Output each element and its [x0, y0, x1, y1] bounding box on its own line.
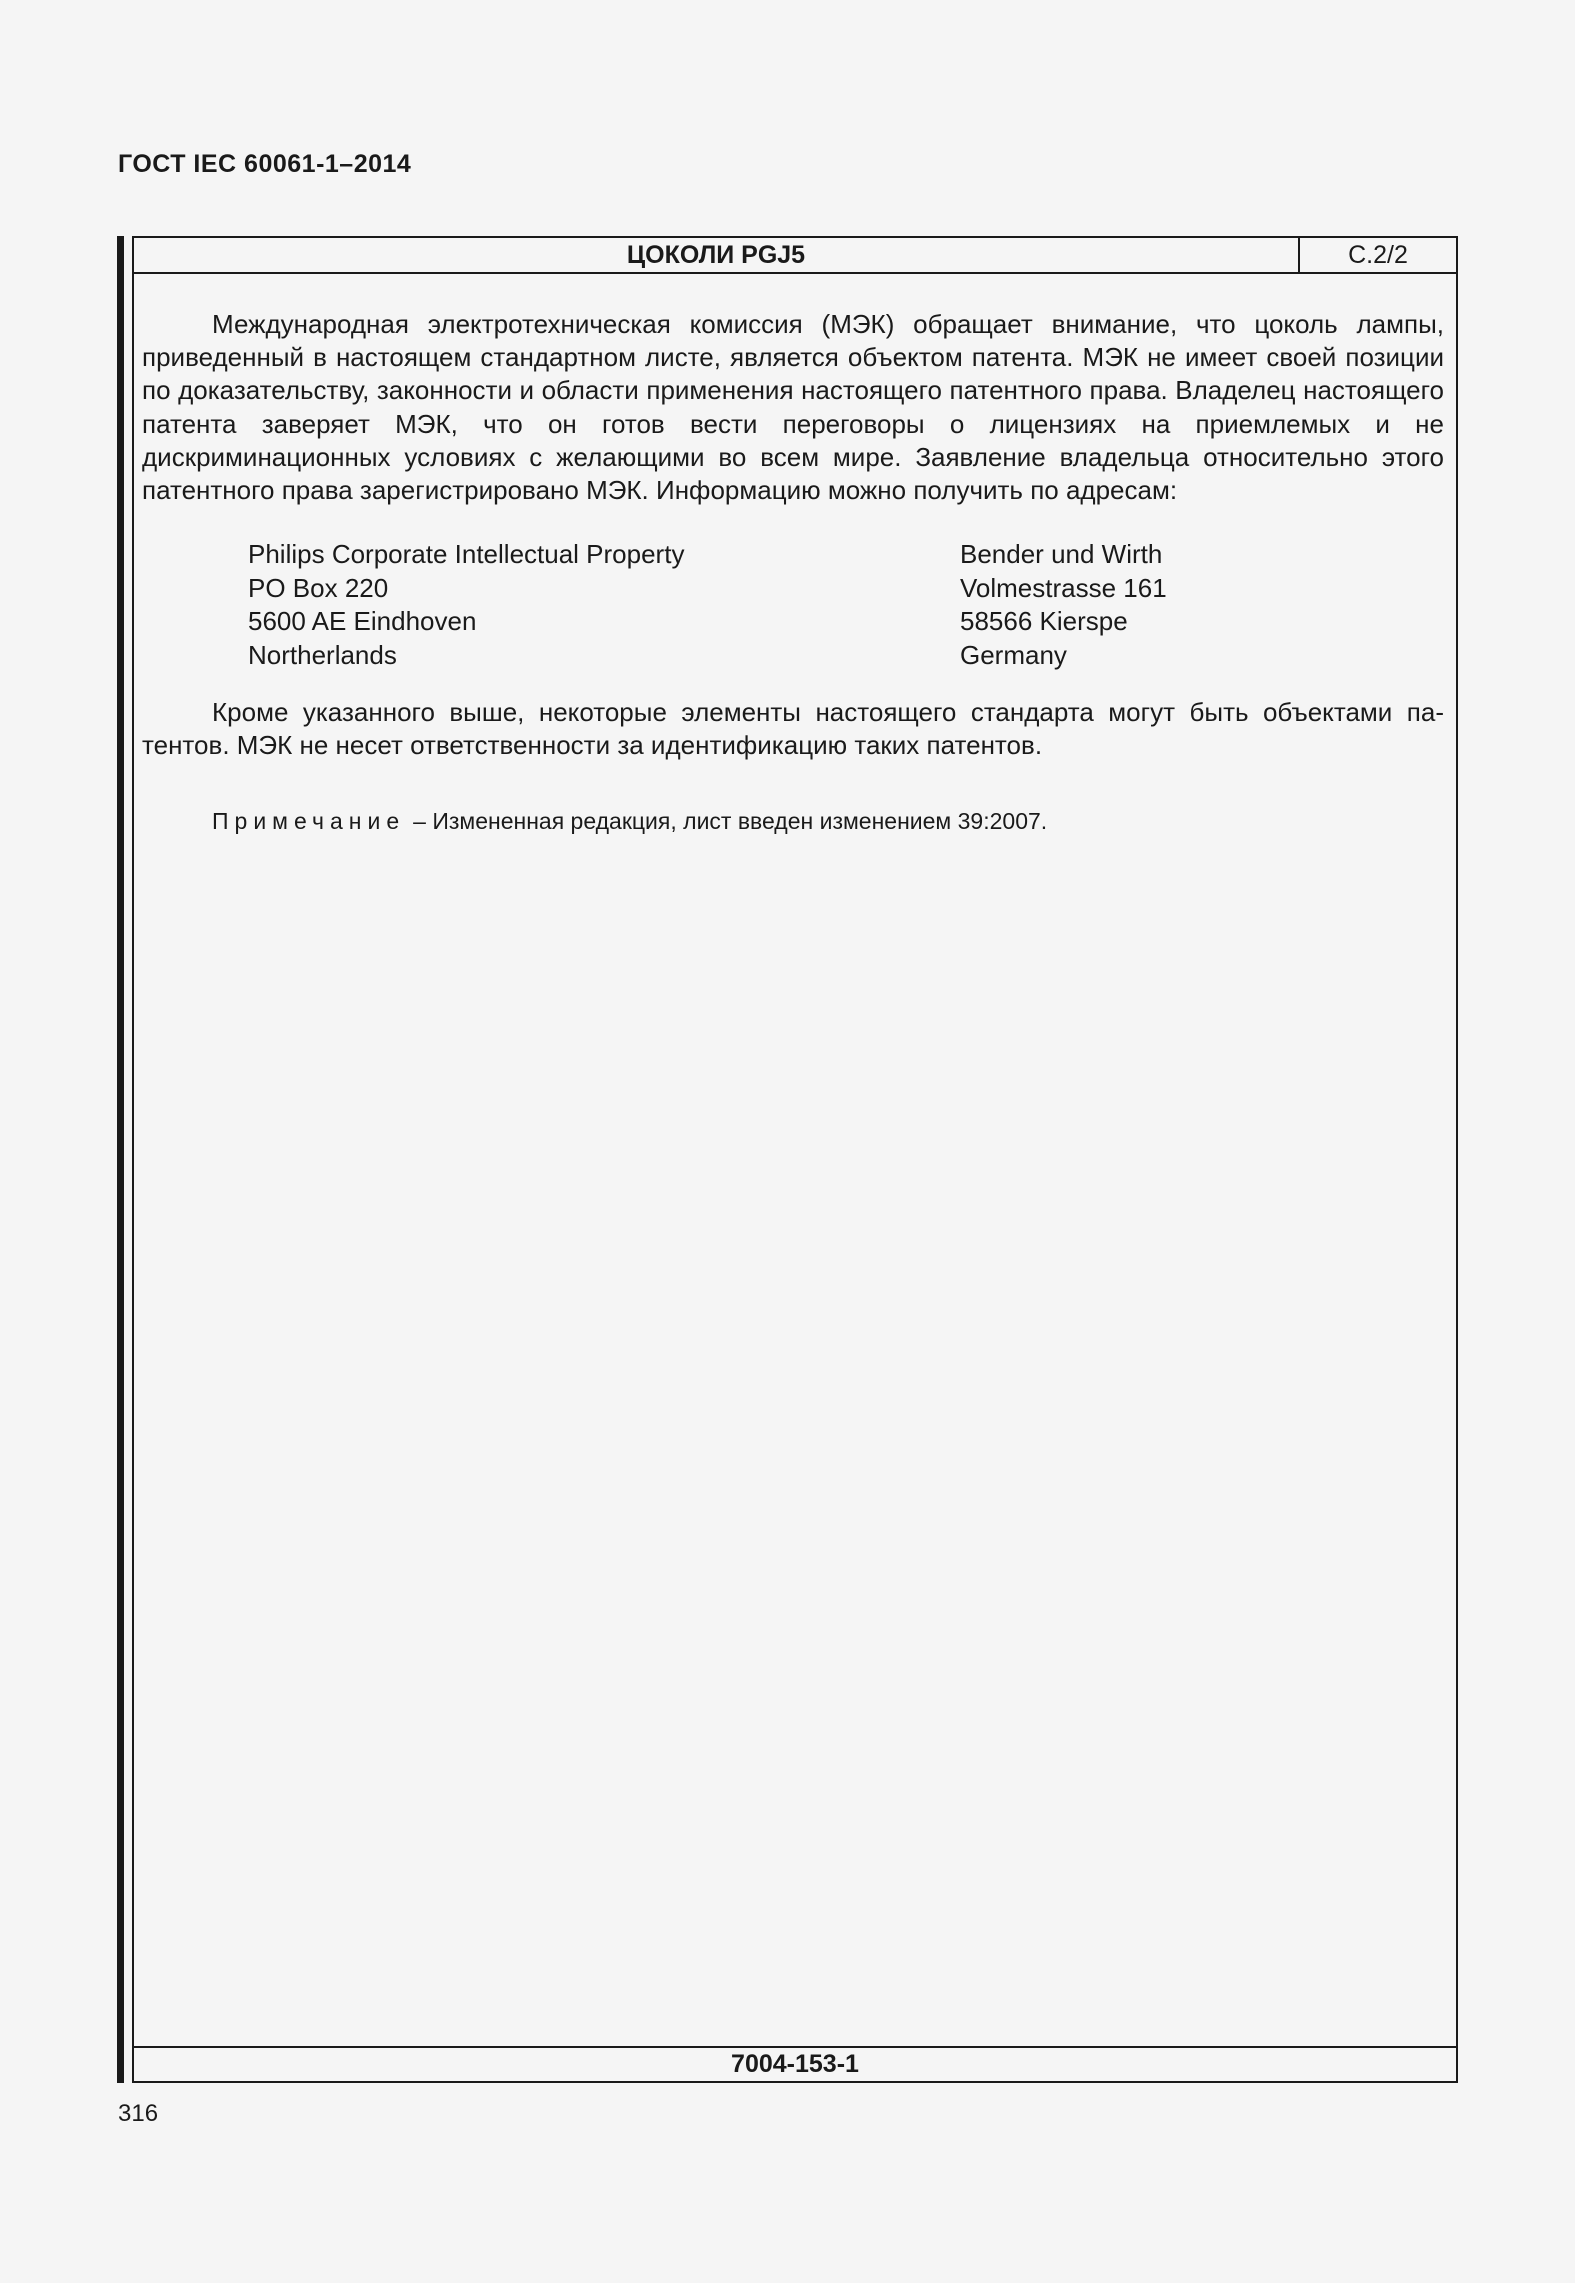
address-line: Bender und Wirth: [960, 539, 1163, 569]
sheet-title-row: [134, 238, 1456, 274]
note-text: – Измененная редакция, лист введен изменением 39:2007.: [413, 808, 1048, 834]
address-bender: [960, 538, 1167, 672]
change-bar: [117, 236, 124, 2083]
standard-sheet-frame: [132, 236, 1458, 2083]
sheet-title: ЦОКОЛИ PGJ5: [134, 238, 1300, 272]
patent-paragraph: Международная электротехническая комиссия (МЭК) обращает внимание, что цоколь лампы, приведенный в настоящем стандартном листе, является объектом патента. МЭК не имеет своей позиции по доказательству, законности и области применения настоящего патентного права. Владелец настоящего патента заверяет МЭК, что он готов вести переговоры о лицензиях на приемлемых и не дискриминационных условиях с желающими во всем мире. Заявление владельца относительно этого патентного права зарегистрировано МЭК. Информацию можно получить по адресам:: [142, 309, 1444, 506]
note: [212, 808, 1047, 835]
sheet-page-ref: С.2/2: [1348, 240, 1408, 269]
address-line: PO Box 220: [248, 572, 389, 603]
address-line: Volmestrasse 161: [960, 572, 1167, 603]
address-line: 58566 Kierspe: [960, 606, 1128, 636]
disclaimer-paragraph: Кроме указанного выше, некоторые элементы настоящего стандарта могут быть объектами патентов. МЭК не несет ответственности за идентификацию таких патентов.: [142, 697, 1444, 761]
address-line: Germany: [960, 639, 1067, 670]
standard-designation: ГОСТ IEC 60061-1–2014: [118, 150, 412, 178]
address-line: Philips Corporate Intellectual Property: [248, 539, 685, 569]
address-line: 5600 AE Eindhoven: [248, 606, 477, 636]
sheet-code: 7004-153-1: [134, 2046, 1456, 2081]
address-line: Northerlands: [248, 639, 397, 670]
note-label: Примечание: [212, 808, 406, 834]
page-number: 316: [118, 2100, 159, 2127]
address-philips: [248, 538, 684, 672]
